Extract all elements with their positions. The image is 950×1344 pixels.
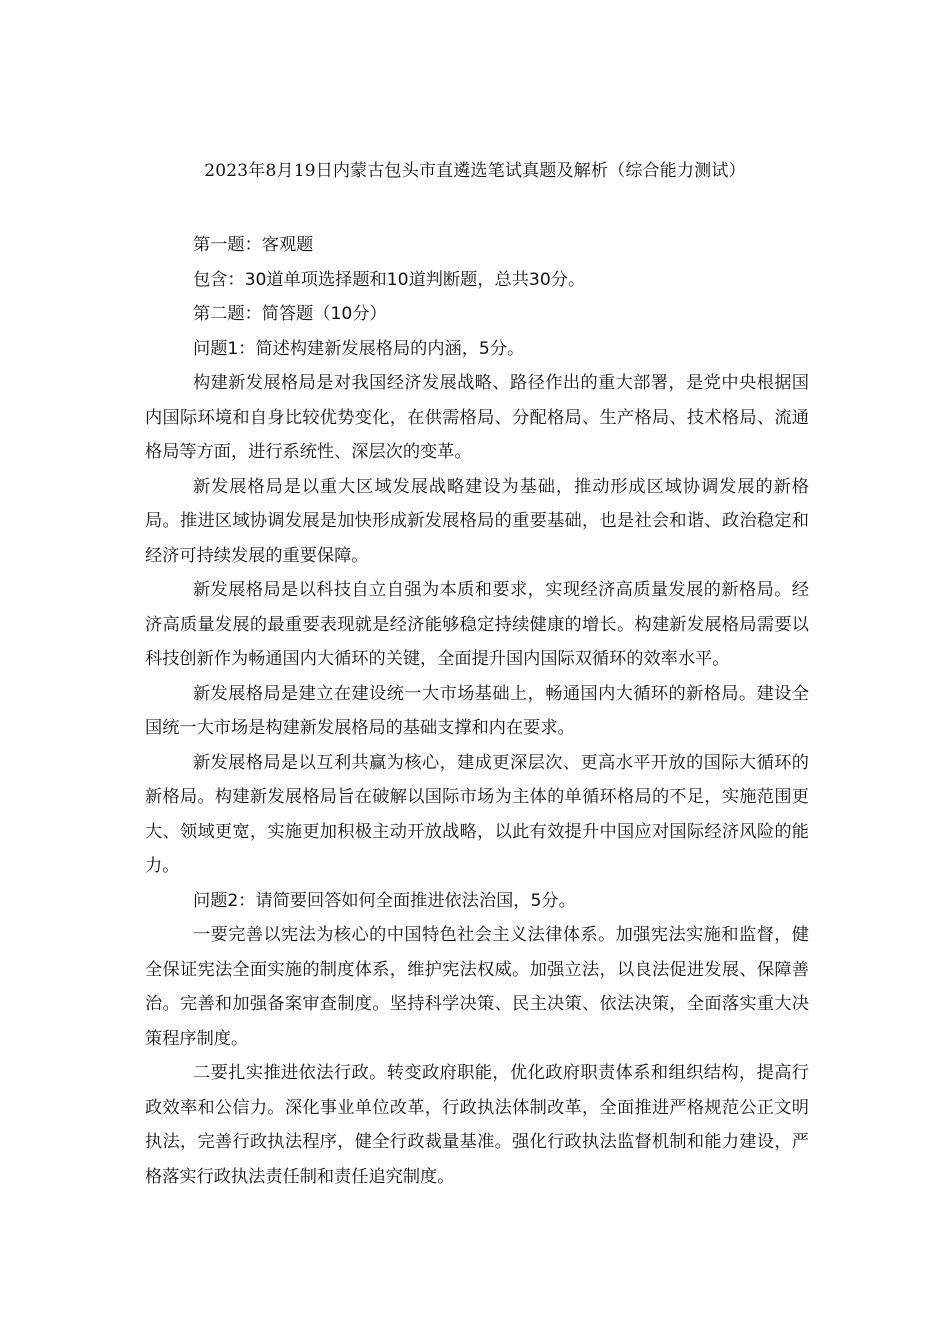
paragraph-question-2: 问题2：请简要回答如何全面推进依法治国，5分。 <box>193 890 576 911</box>
paragraph-answer-1-intro: 构建新发展格局是对我国经济发展战略、路径作出的重大部署，是党中央根据国内国际环境和自身比较优势变化，在供需格局、分配格局、生产格局、技术格局、流通格局等方面，进行系统性、深层次的变革。 <box>145 373 809 462</box>
paragraph-answer-2-point-2: 二要扎实推进依法行政。转变政府职能，优化政府职责体系和组织结构，提高行政效率和公信力。深化事业单位改革，行政执法体制改革，全面推进严格规范公正文明执法，完善行政执法程序，健全行政裁量基准。强化行政执法监督机制和能力建设，严格落实行政执法责任制和责任追究制度。 <box>145 1063 809 1187</box>
paragraph-section-2-heading: 第二题：简答题（10分） <box>193 304 387 324</box>
document-title: 2023年8月19日内蒙古包头市直遴选笔试真题及解析（综合能力测试） <box>204 161 746 181</box>
paragraph-answer-1-point-2: 新发展格局是以科技自立自强为本质和要求，实现经济高质量发展的新格局。经济高质量发展的最重要表现就是经济能够稳定持续健康的增长。构建新发展格局需要以科技创新作为畅通国内大循环的关键，全面提升国内国际双循环的效率水平。 <box>145 580 809 669</box>
paragraph-answer-2-point-1: 一要完善以宪法为核心的中国特色社会主义法律体系。加强宪法实施和监督，健全保证宪法全面实施的制度体系，维护宪法权威。加强立法，以良法促进发展、保障善治。完善和加强备案审查制度。坚持科学决策、民主决策、依法决策，全面落实重大决策程序制度。 <box>145 925 809 1049</box>
paragraph-question-1: 问题1：简述构建新发展格局的内涵，5分。 <box>193 338 525 359</box>
document-body <box>145 228 809 1194</box>
paragraph-section-1-contents: 包含：30道单项选择题和10道判断题，总共30分。 <box>193 269 586 290</box>
paragraph-answer-1-point-3: 新发展格局是建立在建设统一大市场基础上，畅通国内大循环的新格局。建设全国统一大市场是构建新发展格局的基础支撑和内在要求。 <box>145 683 809 738</box>
paragraph-answer-1-point-1: 新发展格局是以重大区域发展战略建设为基础，推动形成区域协调发展的新格局。推进区域协调发展是加快形成新发展格局的重要基础，也是社会和谐、政治稳定和经济可持续发展的重要保障。 <box>145 476 809 566</box>
paragraph-section-1-heading: 第一题：客观题 <box>193 235 314 255</box>
paragraph-answer-1-point-4: 新发展格局是以互利共赢为核心，建成更深层次、更高水平开放的国际大循环的新格局。构建新发展格局旨在破解以国际市场为主体的单循环格局的不足，实施范围更大、领域更宽，实施更加积极主动开放战略，以此有效提升中国应对国际经济风险的能力。 <box>145 752 809 876</box>
